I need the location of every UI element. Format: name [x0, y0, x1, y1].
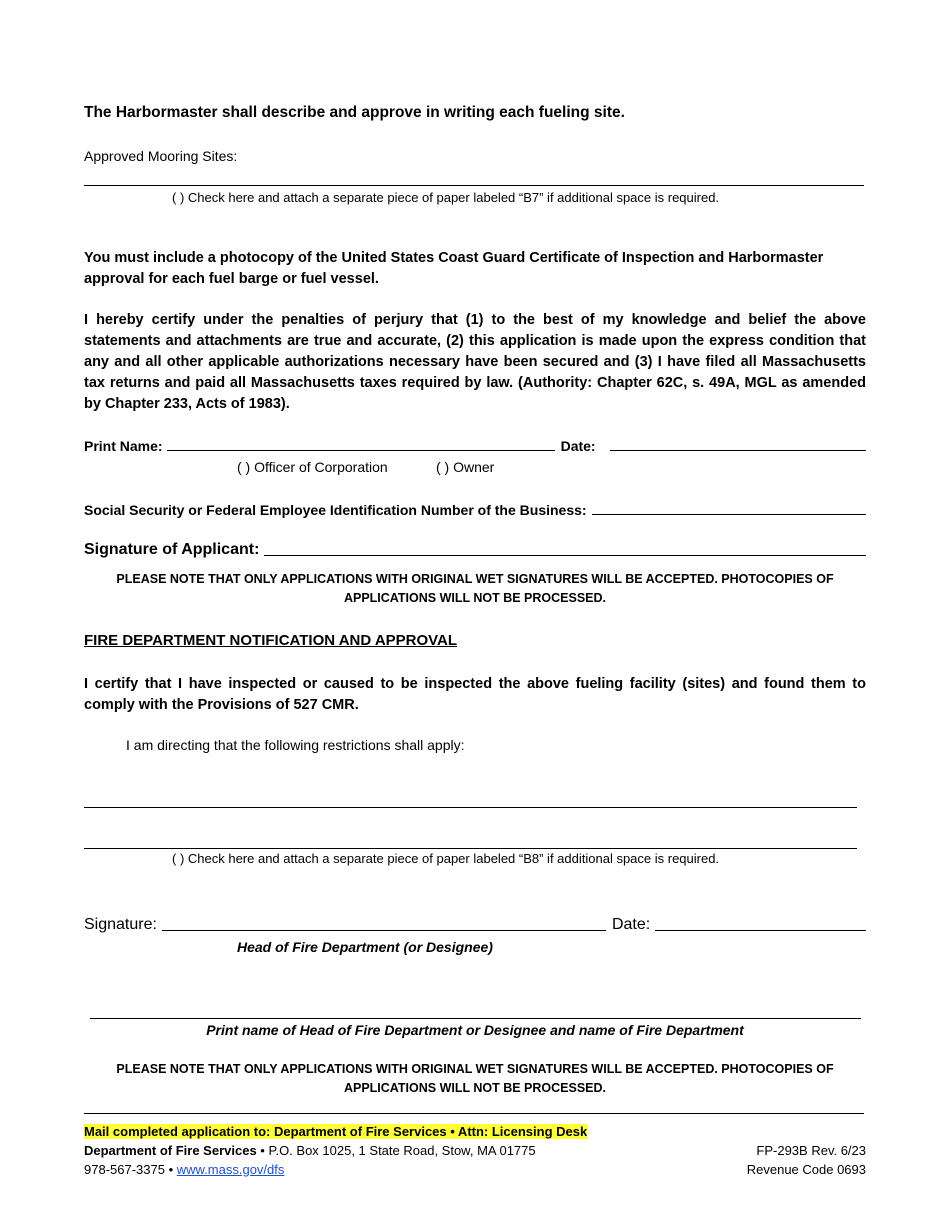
applicant-signature-label: Signature of Applicant:: [84, 541, 260, 558]
applicant-signature-row: [84, 541, 866, 559]
footer-address-line: [84, 1143, 536, 1158]
check-b7-text[interactable]: ( ) Check here and attach a separate piece of paper labeled “B7” if additional space is required.: [172, 190, 720, 205]
fire-dept-signature-row: [84, 916, 866, 934]
footer-form-id: FP-293B Rev. 6/23: [756, 1143, 866, 1158]
footer-website-link[interactable]: www.mass.gov/dfs: [176, 1162, 285, 1177]
uscg-note: You must include a photocopy of the United States Coast Guard Certificate of Inspection and Harbormaster approval for each fuel barge or fuel vessel.: [84, 250, 824, 287]
footer-dept-name: Department of Fire Services: [84, 1143, 257, 1158]
footer-contact-line: [84, 1162, 284, 1177]
mail-to-highlight: Mail completed application to: Department of Fire Services • Attn: Licensing Desk: [84, 1124, 588, 1139]
certification-paragraph: I hereby certify under the penalties of perjury that (1) to the best of my knowledge and belief the above statements and attachments are true and accurate, (2) this application is made upon the express condition that any and all other applicable authorizations necessary have been secured and (3) I have filed all Massachusetts tax returns and paid all Massachusetts taxes required by law. (Authority: Chapter 62C, s. 49A, MGL as amended by Chapter 233, Acts of 1983).: [84, 312, 866, 412]
footer-address: • P.O. Box 1025, 1 State Road, Stow, MA 01775: [256, 1143, 536, 1158]
ssn-field[interactable]: [592, 500, 866, 515]
print-name-field[interactable]: [167, 436, 555, 451]
check-b8-text[interactable]: ( ) Check here and attach a separate piece of paper labeled “B8” if additional space is required.: [172, 851, 720, 866]
print-name-head-line[interactable]: [90, 1018, 861, 1019]
mooring-sites-line[interactable]: [84, 185, 864, 186]
restrictions-line-1[interactable]: [84, 807, 857, 808]
footer-revenue-code: Revenue Code 0693: [746, 1162, 866, 1177]
fire-dept-heading: FIRE DEPARTMENT NOTIFICATION AND APPROVAL: [84, 632, 458, 649]
fire-dept-date-label: Date:: [611, 916, 651, 933]
applicant-wet-signature-note: PLEASE NOTE THAT ONLY APPLICATIONS WITH ORIGINAL WET SIGNATURES WILL BE ACCEPTED. PHOTOCOPIES OF APPLICATIONS WILL NOT BE PROCESSED.: [116, 572, 834, 605]
head-of-fire-dept-caption: Head of Fire Department (or Designee): [237, 939, 493, 955]
restrictions-line-2[interactable]: [84, 848, 857, 849]
officer-of-corporation-option[interactable]: ( ) Officer of Corporation: [237, 459, 388, 475]
fire-dept-certify-text: I certify that I have inspected or caused to be inspected the above fueling facility (sites) and found them to comply with the Provisions of 527 CMR.: [84, 676, 866, 713]
fire-dept-date-field[interactable]: [655, 916, 866, 931]
fire-dept-signature-field[interactable]: [162, 916, 606, 931]
print-name-label: Print Name:: [84, 438, 163, 454]
harbormaster-heading: The Harbormaster shall describe and approve in writing each fueling site.: [84, 104, 625, 121]
footer-phone: 978-567-3375 •: [84, 1162, 177, 1177]
applicant-signature-field[interactable]: [264, 541, 866, 556]
owner-option[interactable]: ( ) Owner: [436, 459, 495, 475]
print-name-row: [84, 436, 866, 454]
fire-dept-signature-label: Signature:: [84, 916, 157, 933]
ssn-row: [84, 500, 866, 518]
date-field[interactable]: [610, 436, 866, 451]
fire-dept-wet-signature-note: PLEASE NOTE THAT ONLY APPLICATIONS WITH ORIGINAL WET SIGNATURES WILL BE ACCEPTED. PHOTOCOPIES OF APPLICATIONS WILL NOT BE PROCESSED.: [116, 1062, 834, 1095]
footer-divider: [84, 1113, 864, 1114]
ssn-label: Social Security or Federal Employee Identification Number of the Business:: [84, 502, 587, 518]
date-label: Date:: [560, 438, 596, 454]
print-name-head-caption: Print name of Head of Fire Department or Designee and name of Fire Department: [206, 1022, 744, 1038]
mooring-sites-label: Approved Mooring Sites:: [84, 148, 238, 164]
restrictions-label: I am directing that the following restrictions shall apply:: [126, 737, 465, 753]
